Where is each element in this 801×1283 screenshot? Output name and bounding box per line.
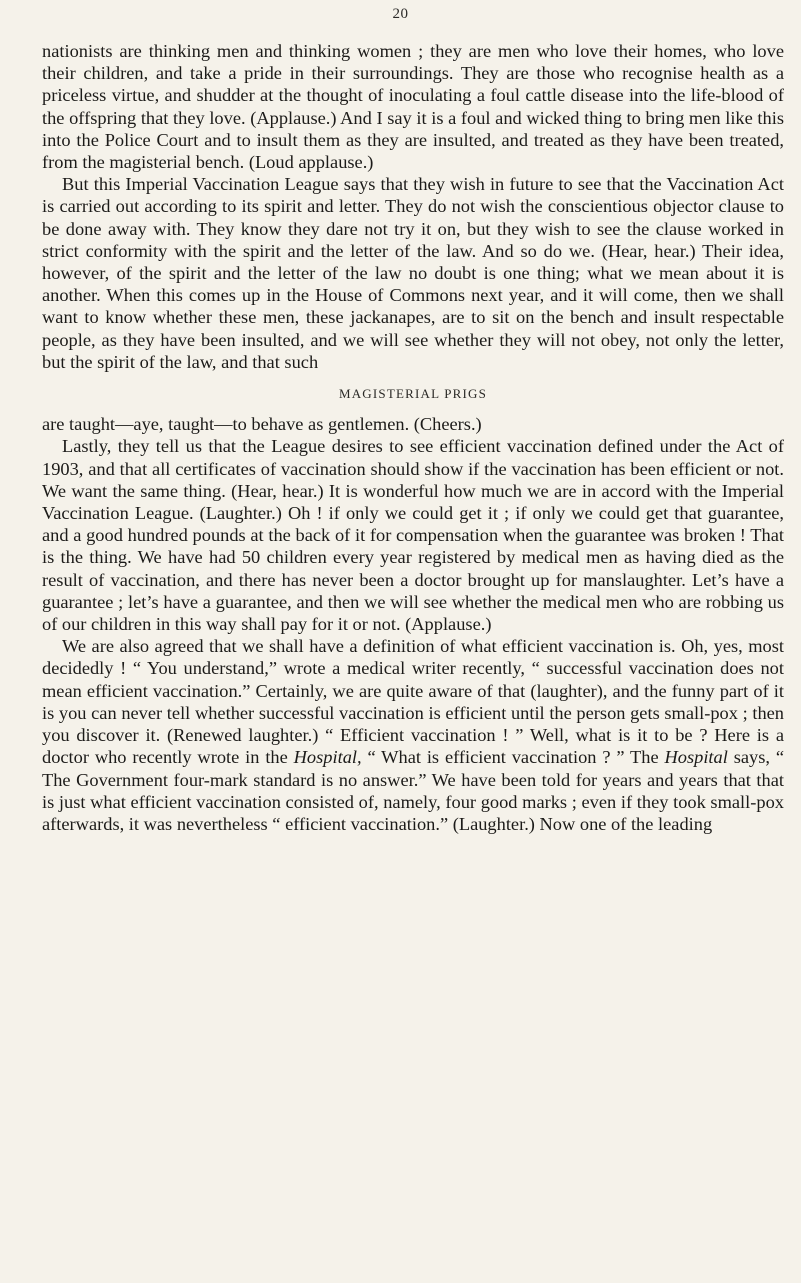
paragraph-text-segment: We are also agreed that we shall have a definition of what efficient vaccination is. Oh, yes, most decidedly ! “ You understand,” wrote a medical writer recently, “ successful vaccination does not mean efficient vaccination.” Certainly, we are quite aware of that (laughter), and the funny part of it is you can never tell whether successful vaccination is efficient until the person gets small-pox ; then you discover it. (Renewed laughter.) “ Efficient vaccination ! ” Well, what is it to be ? Here is a doctor who recently wrote in the bbox=[42, 636, 784, 768]
body-text bbox=[42, 40, 784, 835]
page-number: 20 bbox=[392, 6, 409, 22]
paragraph-lastly: Lastly, they tell us that the League desires to see efficient vaccination defined under the Act of 1903, and that all certificates of vaccination should show if the vaccination has been efficient or not. We want the same thing. (Hear, hear.) It is wonderful how much we are in accord with the Imperial Vaccination League. (Laughter.) Oh ! if only we could get it ; if only we could get that guarantee, and a good hundred pounds at the back of it for compensation when the guarantee was broken ! That is the thing. We have had 50 children every year registered by medical men as having died as the result of vaccination, and there has never been a doctor brought up for manslaughter. Let’s have a guarantee ; let’s have a guarantee, and then we will see whether the medical men who are robbing us of our children in this way shall pay for it or not. (Applause.) bbox=[42, 436, 784, 635]
paragraph-text-segment: says, “ The Government four-mark standard is no answer.” We have been told for years and years that that is just what efficient vaccination consisted of, namely, four good marks ; even if they took small-pox afterwards, it was nevertheless “ efficient vaccination.” (Laughter.) Now one of the leading bbox=[42, 747, 784, 834]
paragraph-efficient-vaccination bbox=[42, 635, 784, 835]
paragraph-imperial-league: But this Imperial Vaccination League says that they wish in future to see that the Vaccination Act is carried out according to its spirit and letter. They do not wish the conscientious objector clause to be done away with. They know they dare not try it on, but they wish to see the clause worked in strict conformity with the spirit and the letter of the law. And so do we. (Hear, hear.) Their idea, however, of the spirit and the letter of the law no doubt is one thing; what we mean about it is another. When this comes up in the House of Commons next year, and it will come, then we shall want to know whether these men, these jackanapes, are to sit on the bench and insult respectable people, as they have been insulted, and we will see whether they will not obey, not only the letter, but the spirit of the law, and that such bbox=[42, 174, 784, 372]
paragraph-text-segment: “ What is efficient vaccination ? ” The bbox=[361, 747, 659, 768]
publication-title-hospital: Hospital bbox=[664, 747, 728, 768]
paragraph-taught: are taught—aye, taught—to behave as gentlemen. (Cheers.) bbox=[42, 414, 482, 435]
publication-title-hospital: Hospital, bbox=[293, 747, 362, 768]
section-subheading: MAGISTERIAL PRIGS bbox=[338, 386, 488, 402]
paragraph-continuation: nationists are thinking men and thinking women ; they are men who love their homes, who love their children, and take a pride in their surroundings. They are those who recognise health as a priceless virtue, and shudder at the thought of inoculating a foul cattle disease into the life-blood of the offspring that they love. (Applause.) And I say it is a foul and wicked thing to bring men like this into the Police Court and to insult them as they are insulted, and treated as they have been treated, from the magisterial bench. (Loud applause.) bbox=[42, 41, 784, 173]
